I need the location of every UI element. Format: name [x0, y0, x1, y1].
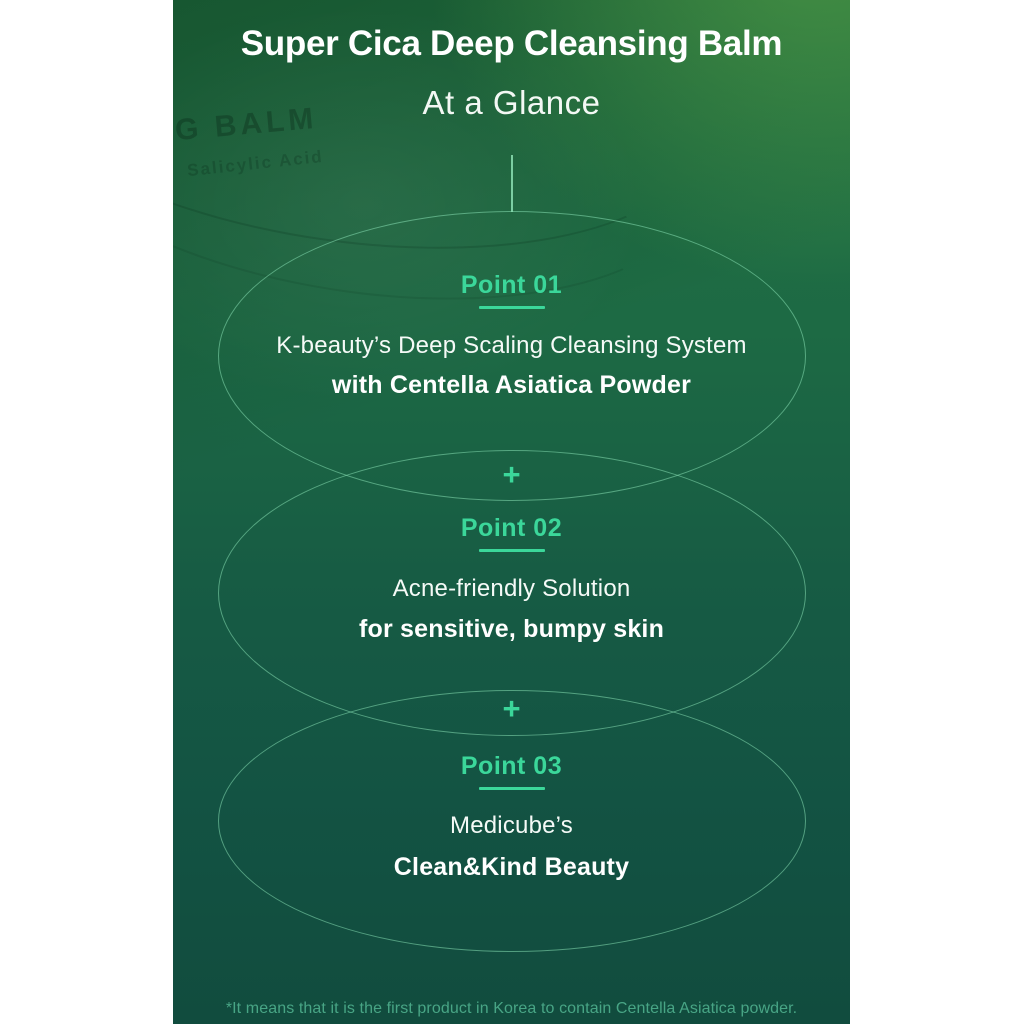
point-1-label: Point 01	[460, 271, 563, 299]
point-1-text-line-1: K-beauty’s Deep Scaling Cleansing System	[276, 332, 747, 359]
plus-separator-2: +	[502, 691, 521, 726]
product-title: Super Cica Deep Cleansing Balm	[240, 24, 783, 63]
point-2-label: Point 02	[460, 514, 563, 542]
point-1-label-underline	[479, 306, 545, 309]
point-2-text-line-2: for sensitive, bumpy skin	[358, 615, 665, 643]
point-3-text-line-1: Medicube’s	[450, 812, 573, 839]
plus-separator-1: +	[502, 457, 521, 492]
product-infographic-panel	[173, 0, 850, 1024]
point-2-text-line-1: Acne-friendly Solution	[392, 575, 631, 602]
watermark-balm-text: G BALM	[173, 101, 319, 148]
point-3-label: Point 03	[460, 752, 563, 780]
point-3-label-underline	[479, 787, 545, 790]
section-subtitle: At a Glance	[422, 84, 601, 121]
point-3-text-line-2: Clean&Kind Beauty	[393, 853, 630, 881]
point-2-label-underline	[479, 549, 545, 552]
connector-line	[511, 155, 513, 212]
point-1-text-line-2: with Centella Asiatica Powder	[331, 371, 692, 399]
footnote-text: *It means that it is the first product in Korea to contain Centella Asiatica powder.	[225, 1000, 798, 1017]
watermark-salicylic-text: Salicylic Acid	[186, 146, 325, 181]
